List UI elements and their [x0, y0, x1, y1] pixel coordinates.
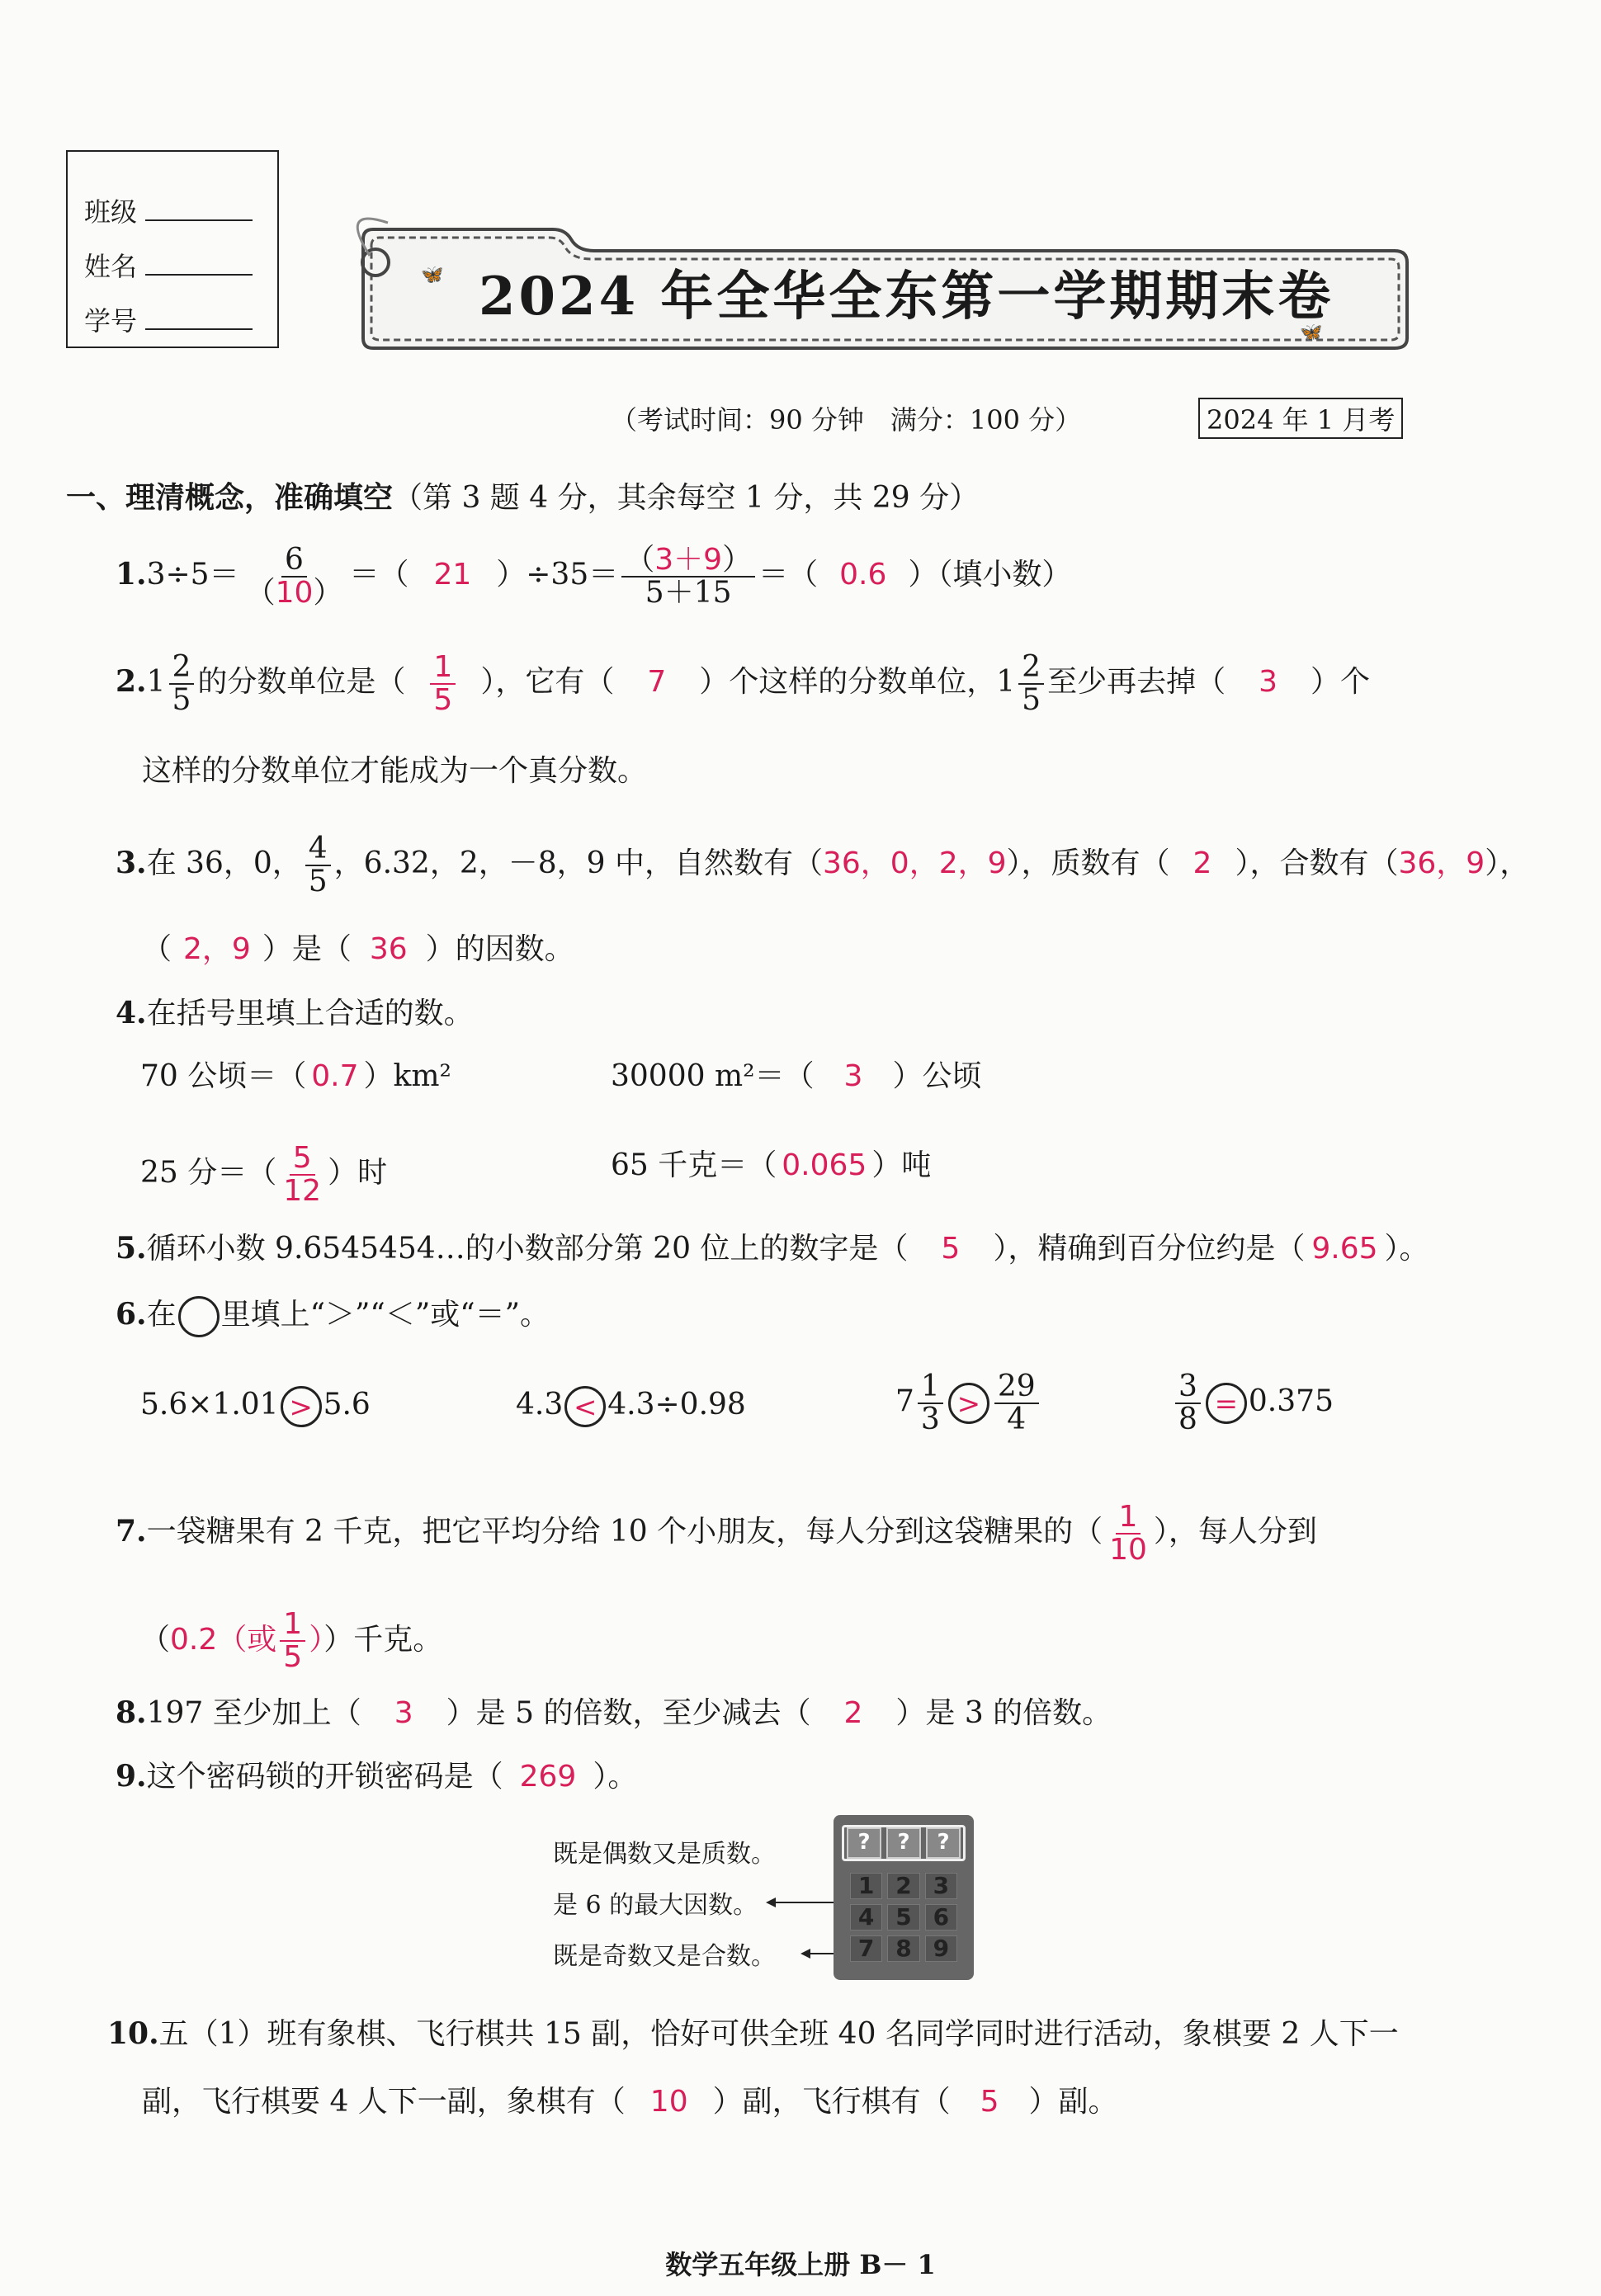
q4-item-2: [611, 1058, 981, 1096]
lock-clue-1: 既是偶数又是质数。: [553, 1840, 776, 1869]
q10-l2a: 副，飞行棋要 4 人下一副，象棋有（: [142, 2085, 626, 2119]
q-number: 4.: [116, 996, 147, 1030]
q6-e4b: 0.375: [1248, 1384, 1334, 1418]
svg-text:🦋: 🦋: [1300, 323, 1323, 343]
q6-compare-3: [895, 1371, 1042, 1436]
q3-t5: ），: [1485, 846, 1530, 880]
question-5: [116, 1229, 1429, 1268]
id-blank[interactable]: [145, 307, 253, 330]
question-10: [107, 2015, 1399, 2053]
q6-e3d2: 4: [1007, 1402, 1027, 1436]
question-7: [116, 1502, 1317, 1566]
lock-btn-3[interactable]: 3: [925, 1873, 957, 1899]
q6-compare-4: [1172, 1371, 1334, 1436]
q9-t1: 这个密码锁的开锁密码是（: [146, 1760, 503, 1794]
question-2-line2: 这样的分数单位才能成为一个真分数。: [142, 754, 648, 788]
q-number: 7.: [116, 1513, 147, 1549]
answer-q6-3[interactable]: >: [948, 1383, 989, 1424]
q3-t3: ），质数有（: [1006, 846, 1170, 880]
q2-fd: 5: [172, 682, 191, 717]
answer-q3-prime[interactable]: 2: [1192, 846, 1212, 880]
answer-q3-factors[interactable]: 2，9: [183, 932, 251, 966]
q-number: 2.: [116, 663, 147, 699]
answer-q2-unit[interactable]: [430, 652, 456, 716]
q3-l2c: ）的因数。: [425, 932, 574, 966]
answer-q7-kg[interactable]: [170, 1607, 324, 1674]
question-6: [116, 1295, 550, 1337]
answer-q4-3[interactable]: [280, 1143, 324, 1207]
section-title: 一、理清概念，准确填空: [66, 480, 394, 515]
title-banner: [330, 215, 1428, 351]
id-label: 学号: [84, 305, 138, 337]
lock-key-1: ?: [847, 1827, 881, 1859]
answer-q1-f1[interactable]: 10: [275, 575, 314, 610]
q6-e1a: 5.6×1.01: [140, 1388, 279, 1421]
q1-f1-den-wrap: （10）: [245, 575, 343, 610]
lock-btn-8[interactable]: 8: [887, 1935, 919, 1962]
q4-r2c: 65 千克＝（: [611, 1148, 777, 1182]
q-number: 10.: [107, 2016, 159, 2051]
q2-t1: 的分数单位是（: [197, 664, 406, 699]
q-number: 5.: [116, 1231, 147, 1266]
q-number: 9.: [116, 1759, 147, 1794]
section-heading: [66, 479, 979, 517]
q-number: 6.: [116, 1297, 147, 1332]
answer-q7-fraction[interactable]: [1106, 1502, 1150, 1566]
arrow-3-head: [800, 1949, 810, 1959]
q10-l2c: ）副。: [1028, 2085, 1118, 2119]
q1-eq2: ＝（: [758, 557, 819, 592]
q1-mid: ）÷35＝: [496, 557, 619, 592]
q6-e2b: 4.3÷0.98: [607, 1388, 746, 1421]
exam-date: 2024 年 1 月考: [1198, 398, 1403, 439]
question-4: [116, 994, 474, 1033]
q3-l2b: ）是（: [262, 932, 352, 966]
q6-e4d: 8: [1178, 1402, 1197, 1436]
q6-t1: 在: [146, 1298, 177, 1332]
question-7-line2: [140, 1609, 442, 1673]
answer-q10-chess[interactable]: 10: [649, 2085, 688, 2119]
q5-t2: ），精确到百分位约是（: [993, 1232, 1306, 1266]
q4-r2a: 25 分＝（: [140, 1155, 277, 1190]
q4-item-4: [611, 1147, 931, 1185]
q4-r2n: 5: [290, 1143, 315, 1176]
answer-q8-subtract[interactable]: 2: [843, 1696, 863, 1730]
class-row: [84, 191, 253, 229]
q4-r1b: ）km²: [363, 1059, 451, 1093]
lock-btn-4[interactable]: 4: [850, 1904, 882, 1931]
answer-q4-2[interactable]: 3: [843, 1059, 863, 1093]
q7-an: 1: [1116, 1502, 1141, 1535]
q1-fraction-1: [243, 545, 347, 609]
q4-r1a: 70 公顷＝（: [140, 1059, 307, 1093]
q6-e4-frac: [1175, 1371, 1201, 1436]
q6-e3d: 3: [920, 1402, 940, 1436]
answer-q4-4[interactable]: 0.065: [782, 1148, 867, 1182]
lock-clue-3: 既是奇数又是合数。: [553, 1942, 776, 1971]
q7-a2n: 1: [280, 1609, 305, 1642]
student-info-box: [66, 150, 279, 348]
answer-q1-f2[interactable]: 3＋9: [654, 543, 723, 577]
q6-e3w: 7: [895, 1384, 914, 1418]
q2-t2: ），它有（: [480, 664, 615, 699]
exam-info: （考试时间：90 分钟 满分：100 分）: [611, 404, 1082, 436]
answer-q2-remove[interactable]: 3: [1259, 664, 1277, 699]
page-title: 2024 年全华全东第一学期期末卷: [479, 266, 1334, 328]
q2-frac: [169, 652, 195, 716]
q4-r1c: 30000 m²＝（: [611, 1059, 815, 1093]
q7-a2-frac: [280, 1609, 305, 1673]
question-9: [116, 1757, 637, 1796]
q4-r1d: ）公顷: [892, 1059, 982, 1093]
answer-q5-round[interactable]: 9.65: [1311, 1232, 1378, 1266]
q-number: 3.: [116, 845, 147, 880]
q6-e3n2: 29: [994, 1371, 1039, 1404]
q4-r2d: 12: [283, 1173, 322, 1208]
answer-q8-add[interactable]: 3: [394, 1696, 413, 1730]
q6-compare-1: [140, 1386, 371, 1427]
class-label: 班级: [84, 196, 138, 228]
q7-a2c: ）: [309, 1622, 324, 1657]
q10-l2b: ）副，飞行棋有（: [712, 2085, 951, 2119]
q1-tail: ）（填小数）: [908, 557, 1072, 592]
page-footer: 数学五年级上册 B－ 1: [665, 2249, 936, 2280]
lock-btn-9[interactable]: 9: [925, 1935, 957, 1962]
q8-t1: 197 至少加上（: [146, 1696, 361, 1730]
answer-q9-code[interactable]: 269: [519, 1760, 577, 1794]
lock-btn-2[interactable]: 2: [887, 1873, 919, 1899]
q6-e3-frac: [918, 1371, 943, 1436]
answer-q3-natural[interactable]: 36，0，2，9: [823, 846, 1007, 880]
q6-e4n: 3: [1175, 1371, 1201, 1404]
arrow-2-head: [766, 1898, 776, 1907]
q4-text: 在括号里填上合适的数。: [146, 997, 474, 1030]
q3-fd: 5: [308, 864, 328, 898]
q2-whole: 1: [146, 664, 166, 699]
q9-t2: ）。: [593, 1760, 638, 1794]
svg-text:🦋: 🦋: [421, 265, 444, 285]
q1-f2-den: 5＋15: [645, 575, 732, 610]
q2-frac-2: [1018, 652, 1044, 716]
q7-a2: 0.2（或: [170, 1622, 277, 1657]
lock-btn-1[interactable]: 1: [850, 1873, 882, 1899]
question-8: [116, 1694, 1112, 1733]
answer-q10-flight[interactable]: 5: [980, 2085, 999, 2119]
answer-q6-2[interactable]: <: [564, 1386, 606, 1427]
q5-t3: ）。: [1384, 1232, 1429, 1266]
q7-t1: 一袋糖果有 2 千克，把它平均分给 10 个小朋友，每人分到这袋糖果的（: [146, 1514, 1103, 1549]
lock-display: [842, 1825, 966, 1861]
q2-fd2: 5: [1022, 682, 1041, 717]
q6-e3n: 1: [918, 1371, 943, 1404]
q3-l2a: （: [142, 932, 172, 966]
q6-t2: 里填上“＞”“＜”或“＝”。: [220, 1298, 550, 1332]
circle-icon: [178, 1296, 220, 1337]
q1-eq1: ＝（: [349, 557, 409, 592]
q1-text-a: 3÷5＝: [146, 557, 239, 592]
q2-t3: ）个这样的分数单位，1: [699, 664, 1016, 699]
q4-r2b: ）时: [328, 1155, 388, 1190]
q3-t2: ，6.32，2，－8，9 中，自然数有（: [333, 846, 823, 880]
q2-fn2: 2: [1018, 652, 1044, 685]
q7-t2: ），每人分到: [1153, 1514, 1317, 1549]
section-note: （第 3 题 4 分，其余每空 1 分，共 29 分）: [393, 481, 980, 515]
lock-key-3: ?: [926, 1827, 961, 1859]
class-blank[interactable]: [145, 198, 253, 221]
q3-t4: ），合数有（: [1235, 846, 1399, 880]
q4-item-3: [140, 1143, 387, 1207]
q1-f1-num: 6: [281, 545, 307, 578]
q8-t3: ）是 3 的倍数。: [895, 1696, 1112, 1730]
answer-q4-1[interactable]: 0.7: [311, 1059, 359, 1093]
combination-lock: [834, 1815, 974, 1980]
q1-fraction-2: $\frac{(3+9)}{5+15}$: [621, 545, 755, 609]
q2-a1d: 5: [433, 682, 453, 717]
q6-e1b: 5.6: [323, 1388, 371, 1421]
q-number: 8.: [116, 1695, 147, 1730]
question-1: [116, 545, 1071, 609]
q2-t4: 至少再去掉（: [1047, 664, 1226, 699]
answer-q3-multiple[interactable]: 36: [369, 932, 408, 966]
answer-q1-21[interactable]: 21: [433, 557, 472, 592]
q2-fn: 2: [169, 652, 195, 685]
answer-q5-digit[interactable]: 5: [941, 1232, 961, 1266]
lock-btn-5[interactable]: 5: [887, 1904, 919, 1931]
q7-l2b: ）千克。: [324, 1622, 443, 1657]
question-3: [116, 833, 1529, 898]
q2-t5: ）个: [1310, 664, 1370, 699]
q3-t1: 在 36，0，: [146, 846, 302, 880]
q7-ad: 10: [1109, 1532, 1147, 1567]
q3-fn: 4: [305, 833, 331, 866]
id-row: [84, 300, 253, 338]
q4-r2e: ）吨: [871, 1148, 932, 1182]
q5-t1: 循环小数 9.6545454…的小数部分第 20 位上的数字是（: [146, 1232, 909, 1266]
lock-key-2: ?: [886, 1827, 921, 1859]
question-2: [116, 652, 1370, 716]
q10-t1: 五（1）班有象棋、飞行棋共 15 副，恰好可供全班 40 名同学同时进行活动，象棋要 2 人下一: [158, 2017, 1399, 2051]
q-number: 1.: [116, 556, 147, 592]
answer-q2-count[interactable]: 7: [647, 664, 667, 699]
answer-q3-composite[interactable]: 36，9: [1398, 846, 1485, 880]
q8-t2: ）是 5 的倍数，至少减去（: [446, 1696, 811, 1730]
q6-e2a: 4.3: [516, 1388, 564, 1421]
q3-frac: [305, 833, 331, 898]
q7-a2d: 5: [283, 1639, 303, 1674]
question-10-line2: [142, 2083, 1118, 2121]
answer-q6-4[interactable]: =: [1206, 1383, 1247, 1424]
name-row: [84, 246, 253, 284]
q4-item-1: [140, 1058, 451, 1096]
answer-q1-06[interactable]: 0.6: [839, 557, 887, 592]
name-label: 姓名: [84, 251, 138, 282]
lock-btn-6[interactable]: 6: [925, 1904, 957, 1931]
name-blank[interactable]: [145, 252, 253, 276]
lock-keypad: [850, 1873, 957, 1962]
q6-compare-2: [516, 1386, 746, 1427]
question-3-line2: [142, 931, 574, 969]
q7-l2a: （: [140, 1622, 171, 1657]
answer-q6-1[interactable]: >: [281, 1386, 322, 1427]
lock-clue-2: 是 6 的最大因数。: [553, 1891, 758, 1920]
q6-e3-frac2: [994, 1371, 1039, 1436]
q2-a1n: 1: [430, 652, 456, 685]
lock-btn-7[interactable]: 7: [850, 1935, 882, 1962]
